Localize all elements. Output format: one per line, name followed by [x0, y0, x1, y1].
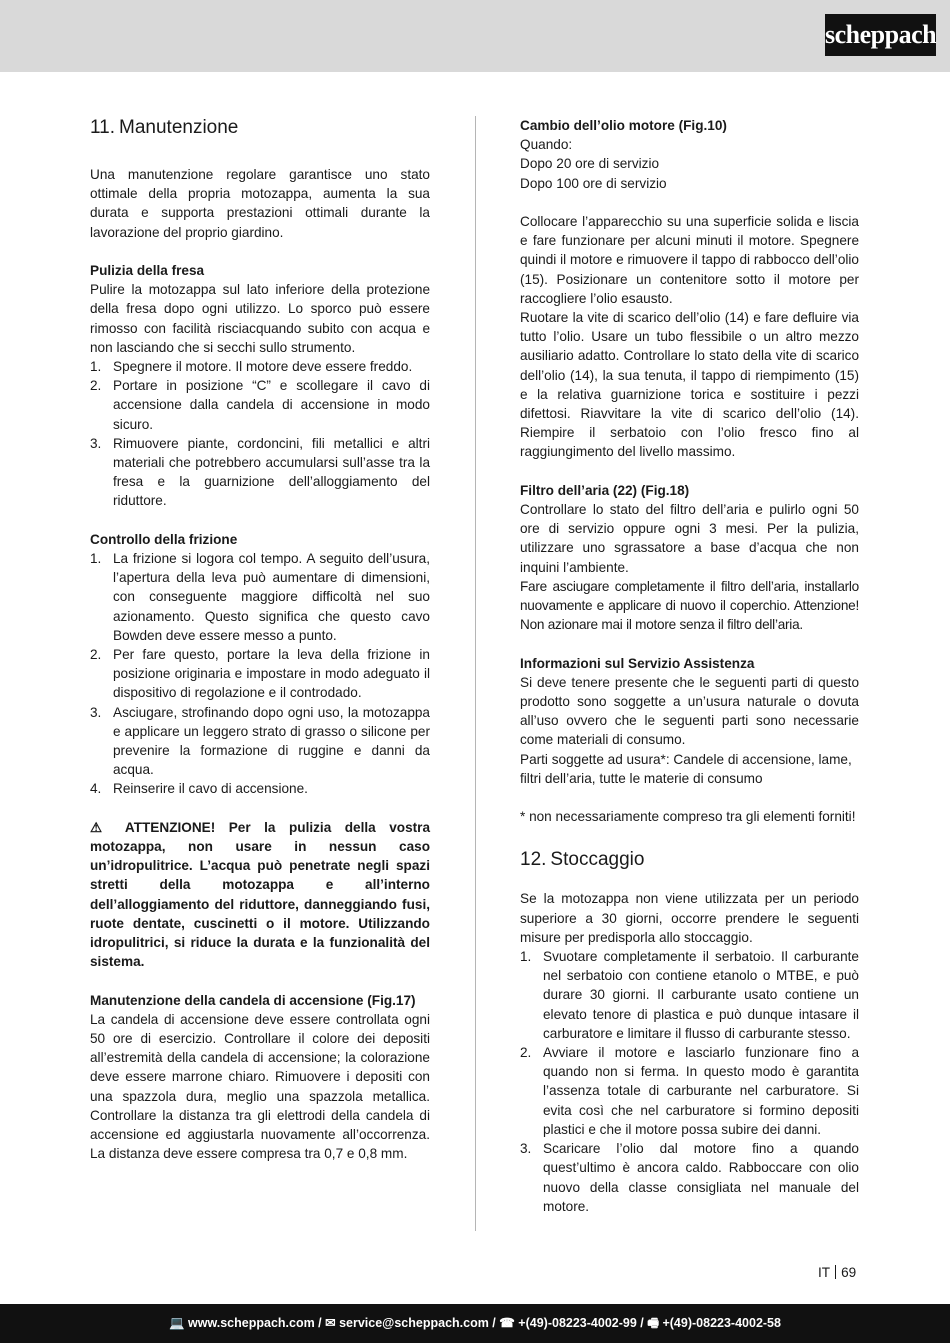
olio-when: Quando:: [520, 137, 573, 153]
column-divider: [475, 116, 476, 1231]
candela-heading: Manutenzione della candela di accensione (Fig.17): [90, 992, 416, 1008]
list-item: 2. Avviare il motore e lasciarlo funzionare fino a quando non si ferma. In questo modo è garantita l’assenza totale di carburante nel carburatore. Si evita così che nel carburatore si formino depositi plastici e che il motore possa subire dei danni.: [520, 1045, 859, 1137]
list-item: 3. Asciugare, strofinando dopo ogni uso, la motozappa e applicare un leggero strato di grasso o silicone per prevenire la formazione di ruggine e danni da acqua.: [90, 704, 430, 778]
section-number: 11.: [90, 117, 116, 138]
olio-paragraph-2: Ruotare la vite di scarico dell’olio (14) e fare defluire via tutto l’olio. Usare un tubo flessibile o un altro mezzo ausiliario adatto. Controllare lo stato della vite di scarico dell’olio (14), la sua tenuta, il tappo di riempimento (15) e la relativa guarnizione torica e sostituire i pezzi difettosi. Riavvitare la vite di scarico dell’olio (14). Riempire il serbatoio con l’olio fresco fino al raggiungimento del livello massimo.: [520, 310, 859, 460]
list-item: 4. Reinserire il cavo di accensione.: [90, 781, 308, 797]
left-column: [90, 116, 430, 1164]
warning-icon: ⚠: [90, 819, 112, 835]
section-title-text: Stoccaggio: [550, 849, 645, 871]
frizione-heading: Controllo della frizione: [90, 531, 238, 547]
olio-heading: Cambio dell’olio motore (Fig.10): [520, 118, 727, 133]
brand-logo: scheppach: [825, 14, 936, 56]
frizione-steps: [90, 549, 430, 799]
list-item: 3. Scaricare l’olio dal motore fino a quando quest’ultimo è ancora caldo. Rabboccare con olio nuovo della classe consigliata nel manuale del motore.: [520, 1141, 859, 1214]
pulizia-steps: [90, 357, 430, 511]
page-number-value: 69: [841, 1265, 857, 1280]
list-item: 2. Portare in posizione “C” e scollegare il cavo di accensione dalla candela di accensione in modo sicuro.: [90, 378, 430, 432]
page-number: [818, 1265, 856, 1280]
list-item: 1. Svuotare completamente il serbatoio. Il carburante nel serbatoio con contiene etanolo o MTBE, e può durare 30 giorni. Il carburante usato contiene un elevato tenore di plastica e può dunque intasare il carburatore e limitare il flusso di carburante stesso.: [520, 949, 859, 1041]
warning-paragraph: [90, 818, 430, 972]
candela-paragraph: La candela di accensione deve essere controllata ogni 50 ore di esercizio. Controllare il colore dei depositi all’estremità della candela di accensione; la colorazione deve essere marrone chiaro. Rimuovere i depositi con una spazzola dura, meglio una spazzola metallica. Controllare la distanza tra gli elettrodi della candela di accensione ed aggiustarla nuovamente all’occorrenza. La distanza deve essere compresa tra 0,7 e 0,8 mm.: [90, 1011, 430, 1162]
intro-paragraph: Una manutenzione regolare garantisce uno stato ottimale della propria motozappa, aumenta la sua durata e supporta prestazioni ottimali durante la lavorazione del proprio giardino.: [90, 167, 430, 240]
olio-paragraph-1: Collocare l’apparecchio su una superficie solida e liscia e fare funzionare per alcuni minuti il motore. Spegnere quindi il motore e rimuovere il tappo di rabbocco dell’olio (15). Posizionare un contenitore sotto il motore per raccogliere l’olio esausto.: [520, 214, 859, 306]
stoccaggio-intro: Se la motozappa non viene utilizzata per un periodo superiore a 30 giorni, occorre prendere le seguenti misure per predisporla allo stoccaggio.: [520, 891, 859, 945]
pulizia-paragraph: Pulire la motozappa sul lato inferiore della protezione della fresa dopo ogni utilizzo. Lo sporco può essere rimosso con facilità risciacquando subito con acqua e non lasciando che si secchi sullo strumento.: [90, 282, 430, 355]
section-number: 12.: [520, 849, 547, 871]
pulizia-heading: Pulizia della fresa: [90, 263, 205, 278]
list-item: 3. Rimuovere piante, cordoncini, fili metallici e altri materiali che potrebbero accumularsi sull’asse tra la fresa e la guarnizione dell’alloggiamento del riduttore.: [90, 435, 430, 509]
page-number-separator: [835, 1265, 836, 1279]
section-title-storage: [520, 848, 859, 872]
servizio-paragraph-2: Parti soggette ad usura*: Candele di accensione, lame, filtri dell’aria, tutte le materie di consumo: [520, 751, 852, 786]
list-item: 1. Spegnere il motore. Il motore deve essere freddo.: [90, 359, 413, 375]
filtro-heading: Filtro dell’aria (22) (Fig.18): [520, 482, 690, 498]
list-item: 1. La frizione si logora col tempo. A seguito dell’usura, l’apertura della leva può aumentare di dimensioni, con conseguente maggiore difficoltà nel suo azionamento. Questo significa che questo cavo Bowden deve essere messo a punto.: [90, 551, 430, 643]
stoccaggio-steps: [520, 947, 859, 1216]
footer-contact-text: 💻 www.scheppach.com / ✉ service@scheppach.com / ☎ +(49)-08223-4002-99 / 🖷 +(49)-08223-4002-58: [169, 1316, 781, 1330]
servizio-heading: Informazioni sul Servizio Assistenza: [520, 655, 755, 671]
filtro-paragraph-1: Controllare lo stato del filtro dell’aria e pulirlo ogni 50 ore di servizio oppure ogni 3 mesi. Per la pulizia, utilizzare uno sgrassatore a base d’acqua che non inquini l’ambiente.: [520, 502, 859, 575]
filtro-paragraph-2: Fare asciugare completamente il filtro dell’aria, installarlo nuovamente e applicare di nuovo il coperchio. Attenzione! Non azionare mai il motore senza il filtro dell’aria.: [520, 578, 859, 633]
language-code: IT: [818, 1265, 831, 1280]
right-column: [520, 116, 859, 1216]
section-title-maintenance: [90, 116, 430, 140]
servizio-paragraph-1: Si deve tenere presente che le seguenti parti di questo prodotto sono soggette a un’usura naturale o dovuta all’uso ovvero che le seguenti parti sono necessarie come materiali di consumo.: [520, 674, 859, 748]
servizio-note: * non necessariamente compreso tra gli elementi forniti!: [520, 809, 856, 825]
olio-when-2: Dopo 100 ore di servizio: [520, 175, 667, 191]
footer-contact-bar: [0, 1304, 950, 1343]
warning-text: ATTENZIONE! Per la pulizia della vostra motozappa, non usare in nessun caso un’idropulitrice. L’acqua può penetrate negli spazi stretti della motozappa e all’interno dell’alloggiamento del riduttore, danneggiando fusi, ruote dentate, cuscinetti o il motore. Utilizzando idropulitrici, si riduce la durata e la funzionalità del sistema.: [90, 819, 431, 970]
list-item: 2. Per fare questo, portare la leva della frizione in posizione originaria e impostare in modo adeguato il dispositivo di regolazione e il controdado.: [90, 647, 430, 701]
header-bar: [0, 0, 950, 72]
section-title-text: Manutenzione: [119, 117, 239, 138]
olio-when-1: Dopo 20 ore di servizio: [520, 156, 660, 172]
